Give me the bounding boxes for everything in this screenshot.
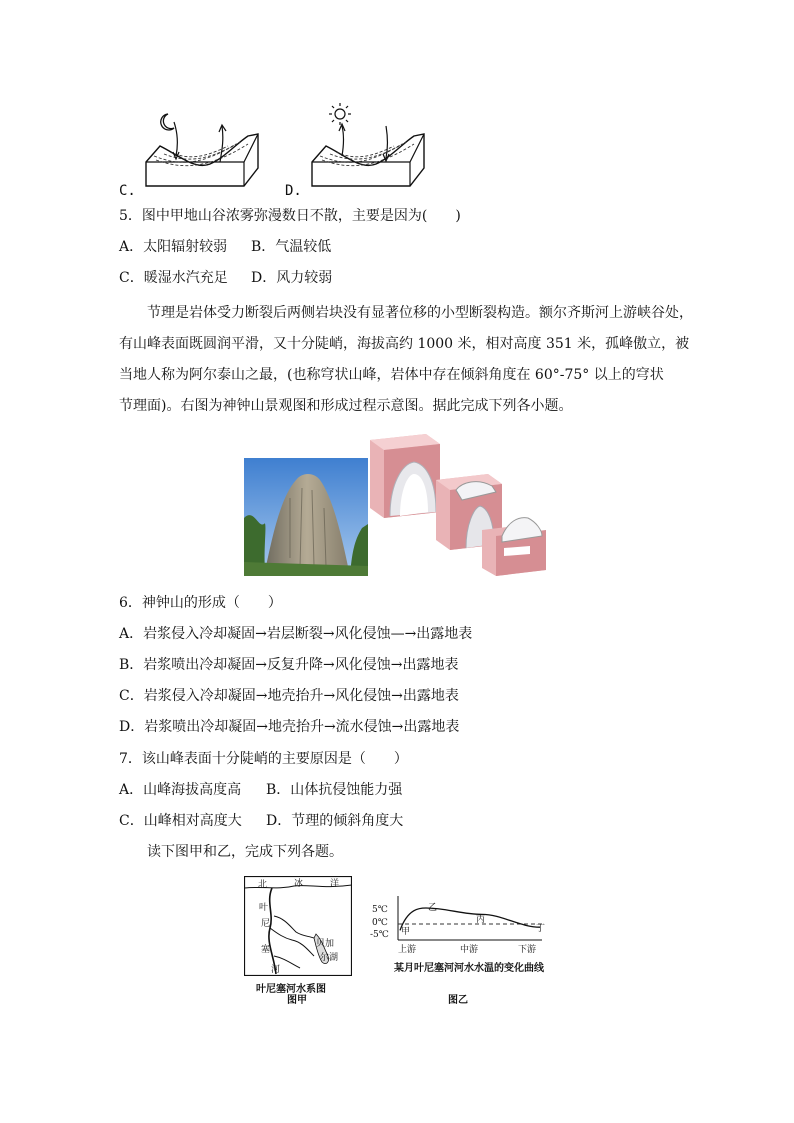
passage1-line3: 当地人称为阿尔泰山之最，(也称穹状山峰，岩体中存在倾斜角度在 60°-75° 以上的穹状	[119, 367, 664, 383]
river-label-he: 河	[271, 965, 281, 975]
q7-option-c: C．山峰相对高度大	[119, 813, 242, 829]
q5-option-a: A．太阳辐射较弱	[119, 239, 228, 255]
figure-d	[306, 100, 426, 194]
passage1-line2: 有山峰表面既圆润平滑，又十分陡峭，海拔高约 1000 米，相对高度 351 米，孤峰傲立，被	[119, 336, 690, 352]
figure-c-label: C.	[119, 183, 136, 199]
q6-option-d: D．岩浆喷出冷却凝固→地壳抬升→流水侵蚀→出露地表	[119, 719, 460, 735]
ocean-label-yang: 洋	[330, 879, 340, 889]
figure-c	[140, 104, 260, 194]
q5-stem: 5．图中甲地山谷浓雾弥漫数日不散，主要是因为( )	[119, 208, 461, 224]
point-label-jia: 甲	[401, 927, 411, 937]
y-tick-0: 0℃	[372, 918, 388, 928]
q6-option-a: A．岩浆侵入冷却凝固→岩层断裂→风化侵蚀—→出露地表	[119, 626, 473, 642]
q5-option-c: C．暖湿水汽充足	[119, 270, 228, 286]
sun-icon	[329, 103, 351, 125]
chart-title: 某月叶尼塞河河水水温的变化曲线	[394, 963, 544, 974]
chart-label: 图乙	[448, 995, 468, 1006]
passage1-line1: 节理是岩体受力断裂后两侧岩块没有显著位移的小型断裂构造。额尔齐斯河上游峡谷处，	[147, 305, 693, 321]
lake-label-2: 尔湖	[320, 953, 339, 963]
point-label-bing: 丙	[476, 915, 486, 925]
y-tick-5: 5℃	[372, 905, 388, 915]
q5-option-d: D．风力较弱	[251, 270, 333, 286]
river-label-ye: 叶	[259, 903, 269, 913]
ocean-label-bing: 冰	[294, 879, 304, 889]
river-label-ni: 尼	[261, 919, 271, 929]
map-label: 图甲	[287, 995, 307, 1006]
y-tick-minus5: -5℃	[370, 930, 389, 940]
lake-label-1: 贝加	[316, 939, 335, 949]
temperature-curve	[400, 908, 540, 930]
point-label-ding: 丁	[536, 924, 546, 934]
q7-option-d: D．节理的倾斜角度大	[266, 813, 404, 829]
valley-night-diagram	[140, 104, 260, 194]
q6-option-b: B．岩浆喷出冷却凝固→反复升降→风化侵蚀→出露地表	[119, 657, 459, 673]
point-label-yi: 乙	[428, 903, 438, 913]
moon-icon	[161, 114, 174, 130]
q7-stem: 7．该山峰表面十分陡峭的主要原因是（ ）	[119, 751, 408, 767]
x-label-upstream: 上游	[398, 945, 417, 955]
formation-process-diagram	[366, 430, 552, 576]
shenzhong-mountain-photo	[244, 458, 368, 576]
ocean-label-bei: 北	[258, 880, 268, 890]
passage1-line4: 节理面)。右图为神钟山景观图和形成过程示意图。据此完成下列各小题。	[119, 398, 573, 414]
x-label-downstream: 下游	[518, 945, 537, 955]
q6-stem: 6．神钟山的形成（ ）	[119, 595, 282, 611]
water-temperature-chart	[370, 892, 564, 978]
q5-option-b: B．气温较低	[251, 239, 332, 255]
q6-option-c: C．岩浆侵入冷却凝固→地壳抬升→风化侵蚀→出露地表	[119, 688, 459, 704]
q7-option-b: B．山体抗侵蚀能力强	[266, 782, 403, 798]
map-caption: 叶尼塞河水系图	[256, 984, 326, 995]
passage2-intro: 读下图甲和乙，完成下列各题。	[147, 844, 343, 860]
q7-option-a: A．山峰海拔高度高	[119, 782, 242, 798]
yenisei-river-map	[244, 876, 352, 976]
x-label-midstream: 中游	[460, 945, 479, 955]
figure-d-label: D.	[285, 183, 302, 199]
river-label-sai: 塞	[261, 945, 271, 955]
valley-day-diagram	[306, 100, 426, 194]
